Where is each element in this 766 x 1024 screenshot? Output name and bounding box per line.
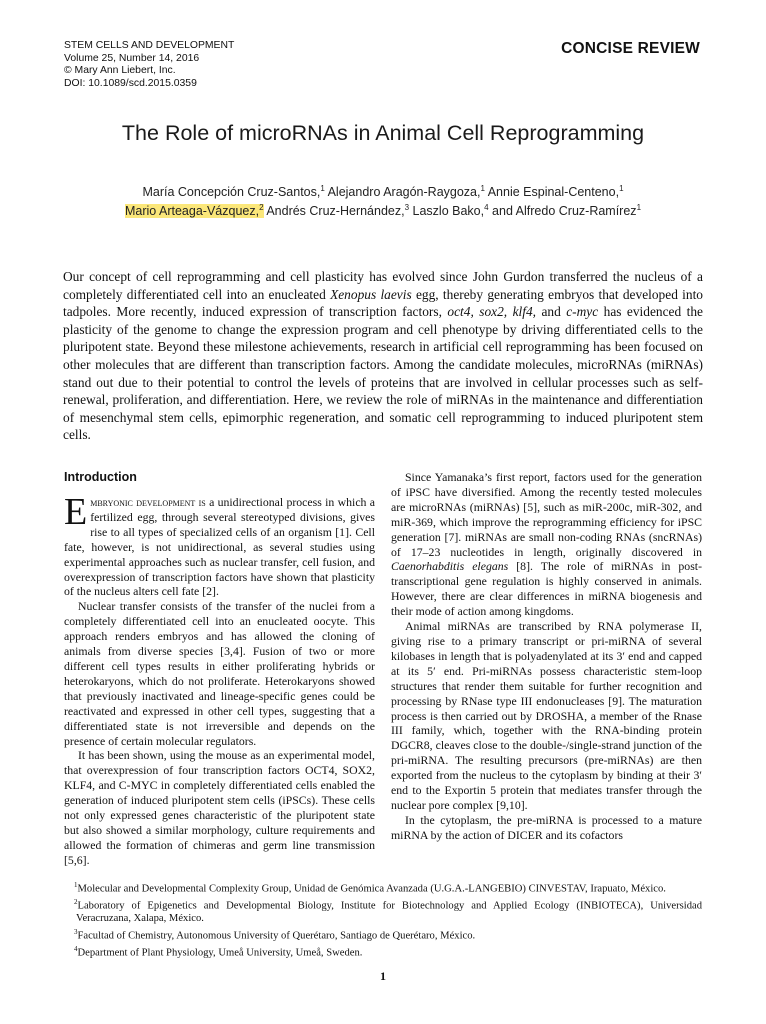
species-name: Xenopus laevis: [330, 286, 412, 302]
abstract: [63, 268, 703, 444]
journal-name: STEM CELLS AND DEVELOPMENT: [64, 40, 235, 51]
abstract-text: Our concept of cell reprogramming and cell plasticity has evolved since John Gurdon transferred the nucleus of a completely differentiated cell into an enucleated: [63, 269, 703, 302]
right-column: [391, 470, 702, 843]
paragraph: It has been shown, using the mouse as an experimental model, that overexpression of four transcription factors OCT4, SOX2, KLF4, and C-MYC in completely differentiated cells enabled the generation of induced pluripotent stem cells (iPSCs). These cells not only expressed genes characteristic of the pluripotent state but also showed a similar morphology, culture requirements and allowed the formation of chimeras and germ line transmission [5,6].: [64, 748, 375, 867]
author-line-1: [0, 183, 766, 202]
author-affiliation-mark: 1: [320, 183, 325, 193]
footnote-text: Facultad of Chemistry, Autonomous University of Querétaro, Santiago de Querétaro, México.: [77, 930, 476, 942]
footnote-text: Molecular and Developmental Complexity Group, Unidad de Genómica Avanzada (U.G.A.-LANGEBIO) CINVESTAV, Irapuato, México.: [77, 883, 666, 895]
author-affiliation-mark: 1: [619, 183, 624, 193]
footnote-number: 1: [74, 881, 78, 889]
footnote-number: 2: [74, 898, 78, 907]
paragraph-text: Since Yamanaka’s first report, factors used for the generation of iPSC have diversified. Among the recently tested molecules are microRNAs (miRNAs) [5], such as miR-200c, miR-302, and miR-369, which improve the reprogramming efficiency for iPSC generation [7]. miRNAs are small non-coding RNAs (sncRNAs) of 17–23 nucleotides in length, originally discovered in: [391, 470, 702, 559]
author-name: and Alfredo Cruz-Ramírez: [492, 203, 637, 218]
drop-cap: E: [64, 491, 88, 533]
author-name: Alejandro Aragón-Raygoza,: [327, 185, 481, 199]
affiliation-footnotes: [64, 879, 702, 960]
author-affiliation-mark: 1: [480, 183, 485, 193]
paragraph: Nuclear transfer consists of the transfer of the nuclei from a completely differentiated cell into an enucleated oocyte. This approach renders embryos and has allowed the cloning of animals from diverse species [3,4]. Fusion of two or more different cell types results in either proliferating hybrids or heterokaryons, which do not proliferate. Heterokaryons showed that previously inactivated and lineage-specific genes could be reactivated and expressed in other cell types, suggesting that a differentiated state is not irreversible and depends on the presence of certain molecular regulators.: [64, 599, 375, 748]
author-affiliation-mark: 2: [259, 202, 264, 212]
paragraph-text: [8]. The role of miRNAs in post-transcriptional gene regulation is highly conserved in animals. However, there are clear differences in miRNA biogenesis and their mode of action among kingdoms.: [391, 559, 702, 619]
journal-doi[interactable]: DOI: 10.1089/scd.2015.0359: [64, 77, 197, 89]
gene-name: c-myc: [566, 304, 599, 320]
author-list: [0, 183, 766, 220]
section-heading: Introduction: [64, 470, 137, 484]
paragraph: [391, 470, 702, 619]
footnote: [64, 879, 702, 896]
author-affiliation-mark: 3: [404, 202, 410, 212]
footnote-text: Department of Plant Physiology, Umeå University, Umeå, Sweden.: [77, 947, 363, 959]
footnote: [64, 926, 702, 943]
paragraph-text: a unidirectional process in which a fertilized egg, through several stereotyped divisions, gives rise to all types of specialized cells of an organism [1]. Cell fate, however, is not unidirectional, as several studies using experimental approaches such as nuclear transfer, cell fusion, and overexpression of transcription factors have shown that plasticity of the nucleus alters cell fate [2].: [64, 495, 375, 599]
footnote: [64, 896, 702, 926]
species-name: Caenorhabditis elegans: [391, 559, 509, 574]
paragraph: Animal miRNAs are transcribed by RNA polymerase II, giving rise to a primary transcript or pri-miRNA of several kilobases in length that is polyadenylated at its 3′ end and capped at its 5′ end. Pri-miRNAs possess characteristic stem-loop structures that render them suitable for further recognition and processing by RNase type III endonucleases [9]. The maturation process is then carried out by DROSHA, a member of the Rnase III family, which, together with the RNA-binding protein DGCR8, cleaves close to the double-/single-strand junction of the pri-miRNA. The resulting precursors (pre-miRNAs) are then exported from the nucleus to the cytoplasm by binding at their 3′ end to the Exportin 5 protein that mediates transfer through the nuclear pore complex [9,10].: [391, 619, 702, 812]
abstract-text: has evidenced the plasticity of the genome to change the expression program and cell phenotype by driving differentiated cells to the pluripotent state. Beyond these milestone achievements, research in artificial cell reprogramming has been focused on other molecules that are different than transcription factors. Among the candidate molecules, microRNAs (miRNAs) stand out due to their potential to control the levels of proteins that are involved in cellular processes such as self-renewal, proliferation, and differentiation. Here, we review the role of miRNAs in the maintenance and differentiation of mesenchymal stem cells, epimorphic regeneration, and somatic cell reprogramming to induced pluripotent stem cells.: [63, 304, 703, 443]
author-name: Andrés Cruz-Hernández,: [266, 203, 405, 218]
highlighted-author: [125, 204, 264, 218]
journal-copyright: © Mary Ann Liebert, Inc.: [64, 65, 176, 77]
author-affiliation-mark: 4: [484, 202, 489, 212]
journal-info: [64, 40, 234, 90]
paragraph: [64, 491, 375, 599]
abstract-text: and: [536, 304, 567, 320]
footnote-number: 4: [74, 944, 78, 953]
footnote-number: 3: [74, 927, 78, 936]
author-name: Mario Arteaga-Vázquez,: [124, 203, 260, 218]
author-name: María Concepción Cruz-Santos,: [142, 185, 321, 199]
footnote: [64, 943, 702, 960]
page-number: 1: [380, 969, 386, 983]
left-column: [64, 470, 375, 868]
footnote-text: Laboratory of Epigenetics and Developmental Biology, Institute for Biotechnology and Applied Ecology (INBIOTECA), Universidad Veracruzana, Xalapa, México.: [76, 900, 702, 925]
paragraph: In the cytoplasm, the pre-miRNA is processed to a mature miRNA by the action of DICER and its cofactors: [391, 812, 702, 842]
journal-volume: Volume 25, Number 14, 2016: [64, 52, 200, 64]
author-affiliation-mark: 1: [636, 202, 642, 212]
article-title: The Role of microRNAs in Animal Cell Reprogramming: [121, 121, 645, 145]
author-name: Laszlo Bako,: [412, 203, 485, 218]
abstract-text: egg, thereby generating embryos that developed into tadpoles. More recently, induced expression of transcription factors,: [63, 286, 703, 320]
article-type: CONCISE REVIEW: [561, 40, 700, 57]
author-name: Annie Espinal-Centeno,: [487, 185, 620, 199]
small-caps-lead: mbryonic development is: [90, 495, 206, 509]
author-line-2: [0, 202, 766, 221]
gene-names: oct4, sox2, klf4,: [447, 304, 536, 320]
